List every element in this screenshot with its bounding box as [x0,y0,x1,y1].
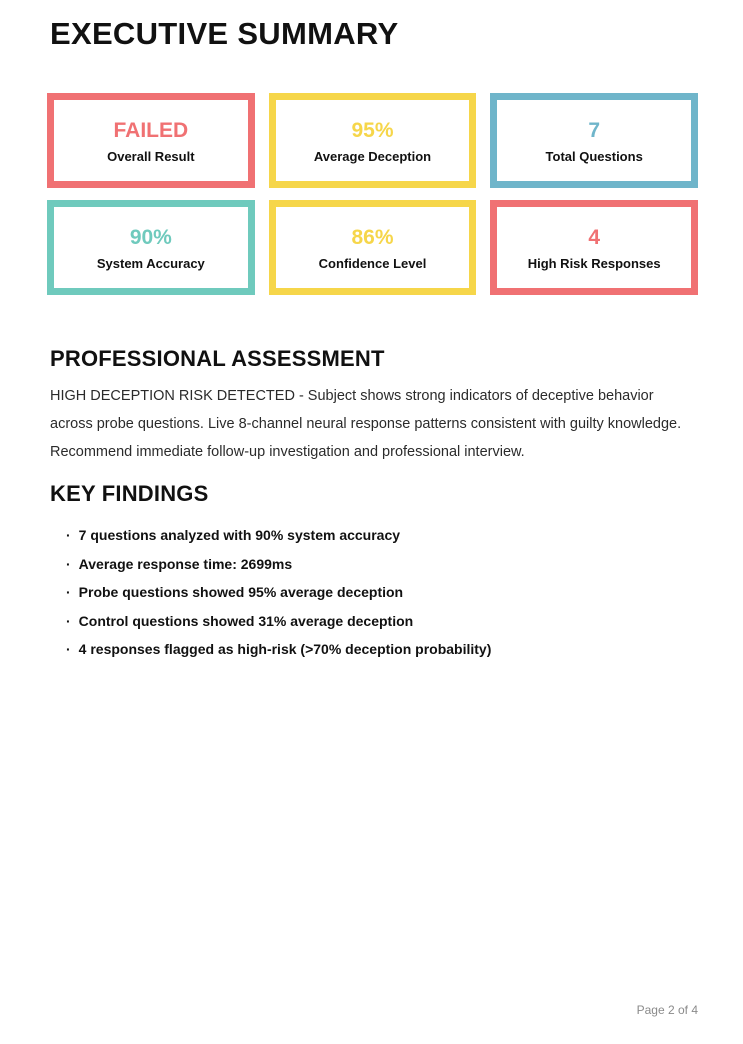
stat-label: Total Questions [545,149,643,164]
bullet-dot: · [66,612,71,629]
page-title: EXECUTIVE SUMMARY [50,16,399,51]
stat-label: High Risk Responses [527,256,661,271]
stats-grid [47,93,698,295]
stat-card-system-accuracy [47,200,255,295]
list-item [66,607,686,636]
stat-card-total-questions [490,93,698,188]
stat-card-confidence-level [269,200,477,295]
stat-label: Average Deception [313,149,432,164]
assessment-body-text: HIGH DECEPTION RISK DETECTED - Subject shows strong indicators of deceptive behavior across probe questions. Live 8-channel neural response patterns consistent with guilty knowledge. Recommend immediate follow-up investigation and professional interview. [50,388,682,460]
bullet-dot: · [66,641,71,657]
list-item-text: Probe questions showed 95% average deception [78,584,404,600]
stat-value: 90% [129,226,172,249]
key-findings-list [66,521,686,664]
bullet-dot: · [66,555,71,572]
stat-label: System Accuracy [96,256,205,271]
section-heading-professional-assessment: PROFESSIONAL ASSESSMENT [50,346,385,371]
bullet-dot: · [66,584,71,600]
stat-value: 7 [588,119,600,142]
bullet-dot: · [66,527,71,543]
stat-card-high-risk-responses [490,200,698,295]
list-item [66,550,686,579]
list-item-text: 7 questions analyzed with 90% system accuracy [78,527,401,543]
section-heading-key-findings: KEY FINDINGS [50,481,209,506]
list-item [66,578,686,607]
stat-value: 95% [351,119,394,142]
list-item-text: 4 responses flagged as high-risk (>70% deception probability) [78,641,492,657]
stat-value: 86% [351,226,394,249]
list-item-text: Control questions showed 31% average deception [78,612,414,629]
list-item-text: Average response time: 2699ms [78,555,293,572]
list-item [66,635,686,664]
page-number: Page 2 of 4 [636,1003,698,1017]
list-item [66,521,686,550]
stat-label: Confidence Level [318,256,427,271]
stat-value: 4 [588,226,600,249]
stat-card-average-deception [269,93,477,188]
stat-label: Overall Result [107,149,195,164]
stat-card-overall-result [47,93,255,188]
stat-value: FAILED [113,119,189,142]
